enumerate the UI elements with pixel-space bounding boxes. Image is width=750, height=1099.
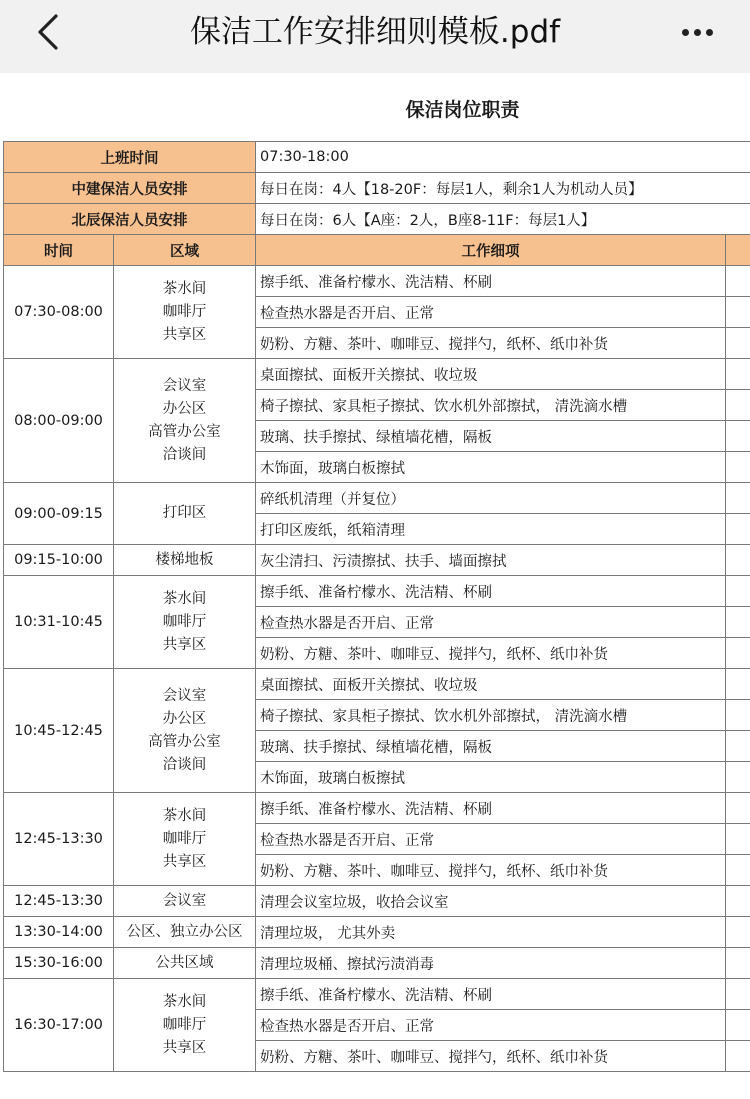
extra-cell — [726, 793, 750, 824]
area-cell — [114, 483, 256, 545]
extra-cell — [726, 979, 750, 1010]
extra-cell — [726, 669, 750, 700]
more-button[interactable] — [672, 12, 722, 52]
extra-cell — [726, 359, 750, 390]
table-row — [4, 917, 750, 948]
header-row — [4, 235, 750, 266]
task-cell: 桌面擦拭、面板开关擦拭、收垃圾 — [256, 359, 726, 390]
extra-cell — [726, 762, 750, 793]
area-line: 会议室 — [162, 687, 207, 704]
info-row — [4, 142, 750, 173]
extra-cell — [726, 452, 750, 483]
extra-cell — [726, 700, 750, 731]
extra-cell — [726, 917, 750, 948]
document-title: 保洁工作安排细则模板.pdf — [189, 14, 561, 50]
extra-cell — [726, 483, 750, 514]
area-cell — [114, 669, 256, 793]
info-row — [4, 173, 750, 204]
area-line: 咖啡厅 — [162, 303, 207, 320]
info-label: 中建保洁人员安排 — [4, 173, 256, 204]
chevron-left-icon — [36, 13, 60, 51]
task-cell: 清理垃圾桶、擦拭污渍消毒 — [256, 948, 726, 979]
area-cell — [114, 793, 256, 886]
area-line: 茶水间 — [162, 280, 207, 297]
table-row — [4, 793, 750, 824]
area-cell — [114, 886, 256, 917]
task-cell: 奶粉、方糖、茶叶、咖啡豆、搅拌勺，纸杯、纸巾补货 — [256, 328, 726, 359]
time-cell: 15:30-16:00 — [4, 948, 114, 979]
task-cell: 检查热水器是否开启、正常 — [256, 297, 726, 328]
area-line: 高管办公室 — [148, 733, 221, 750]
area-line: 咖啡厅 — [162, 613, 207, 630]
task-cell: 擦手纸、准备柠檬水、洗洁精、杯刷 — [256, 793, 726, 824]
area-line: 公区、独立办公区 — [126, 923, 243, 940]
area-cell — [114, 545, 256, 576]
table-row — [4, 266, 750, 297]
info-value: 每日在岗：4人【18-20F：每层1人，剩余1人为机动人员】 — [256, 173, 750, 204]
task-cell: 玻璃、扶手擦拭、绿植墙花槽，隔板 — [256, 421, 726, 452]
task-cell: 奶粉、方糖、茶叶、咖啡豆、搅拌勺，纸杯、纸巾补货 — [256, 855, 726, 886]
task-cell: 擦手纸、准备柠檬水、洗洁精、杯刷 — [256, 266, 726, 297]
task-cell: 清理垃圾， 尤其外卖 — [256, 917, 726, 948]
task-cell: 擦手纸、准备柠檬水、洗洁精、杯刷 — [256, 576, 726, 607]
area-line: 办公区 — [162, 710, 207, 727]
time-cell: 08:00-09:00 — [4, 359, 114, 483]
area-line: 茶水间 — [162, 807, 207, 824]
extra-cell — [726, 1010, 750, 1041]
task-cell: 擦手纸、准备柠檬水、洗洁精、杯刷 — [256, 979, 726, 1010]
area-line: 共享区 — [162, 636, 207, 653]
more-horizontal-icon — [706, 29, 713, 36]
info-value: 每日在岗：6人【A座：2人，B座8-11F：每层1人】 — [256, 204, 750, 235]
task-cell: 玻璃、扶手擦拭、绿植墙花槽，隔板 — [256, 731, 726, 762]
area-line: 共享区 — [162, 326, 207, 343]
back-button[interactable] — [28, 10, 68, 54]
more-horizontal-icon — [682, 29, 689, 36]
top-bar — [0, 0, 750, 73]
task-cell: 木饰面，玻璃白板擦拭 — [256, 452, 726, 483]
info-label: 上班时间 — [4, 142, 256, 173]
table-row — [4, 545, 750, 576]
task-cell: 木饰面，玻璃白板擦拭 — [256, 762, 726, 793]
time-cell: 10:45-12:45 — [4, 669, 114, 793]
area-line: 会议室 — [162, 892, 207, 909]
time-cell: 09:15-10:00 — [4, 545, 114, 576]
table-row — [4, 948, 750, 979]
sheet-title: 保洁岗位职责 — [405, 99, 520, 121]
task-cell: 碎纸机清理（并复位） — [256, 483, 726, 514]
extra-cell — [726, 545, 750, 576]
extra-cell — [726, 514, 750, 545]
table-row — [4, 576, 750, 607]
column-header-extra — [726, 235, 750, 266]
extra-cell — [726, 1041, 750, 1072]
task-cell: 奶粉、方糖、茶叶、咖啡豆、搅拌勺，纸杯、纸巾补货 — [256, 638, 726, 669]
area-line: 高管办公室 — [148, 423, 221, 440]
area-cell — [114, 359, 256, 483]
task-cell: 灰尘清扫、污渍擦拭、扶手、墙面擦拭 — [256, 545, 726, 576]
extra-cell — [726, 731, 750, 762]
extra-cell — [726, 638, 750, 669]
extra-cell — [726, 328, 750, 359]
area-line: 共享区 — [162, 853, 207, 870]
task-cell: 椅子擦拭、家具柜子擦拭、饮水机外部擦拭， 清洗滴水槽 — [256, 700, 726, 731]
extra-cell — [726, 607, 750, 638]
extra-cell — [726, 390, 750, 421]
info-row — [4, 204, 750, 235]
extra-cell — [726, 886, 750, 917]
extra-cell — [726, 266, 750, 297]
area-cell — [114, 979, 256, 1072]
info-value: 07:30-18:00 — [256, 142, 750, 173]
time-cell: 13:30-14:00 — [4, 917, 114, 948]
area-line: 茶水间 — [162, 993, 207, 1010]
extra-cell — [726, 576, 750, 607]
task-cell: 清理会议室垃圾，收拾会议室 — [256, 886, 726, 917]
extra-cell — [726, 855, 750, 886]
area-line: 咖啡厅 — [162, 1016, 207, 1033]
task-cell: 椅子擦拭、家具柜子擦拭、饮水机外部擦拭， 清洗滴水槽 — [256, 390, 726, 421]
time-cell: 10:31-10:45 — [4, 576, 114, 669]
column-header: 区域 — [114, 235, 256, 266]
more-horizontal-icon — [694, 29, 701, 36]
task-cell: 打印区废纸，纸箱清理 — [256, 514, 726, 545]
schedule-table — [3, 141, 750, 1072]
area-line: 公共区域 — [155, 954, 214, 971]
column-header: 工作细项 — [256, 235, 726, 266]
extra-cell — [726, 421, 750, 452]
area-line: 办公区 — [162, 400, 207, 417]
area-line: 共享区 — [162, 1039, 207, 1056]
table-row — [4, 979, 750, 1010]
area-cell — [114, 917, 256, 948]
task-cell: 检查热水器是否开启、正常 — [256, 1010, 726, 1041]
task-cell: 奶粉、方糖、茶叶、咖啡豆、搅拌勺，纸杯、纸巾补货 — [256, 1041, 726, 1072]
area-cell — [114, 266, 256, 359]
area-cell — [114, 576, 256, 669]
task-cell: 检查热水器是否开启、正常 — [256, 607, 726, 638]
info-label: 北辰保洁人员安排 — [4, 204, 256, 235]
area-line: 洽谈间 — [162, 756, 207, 773]
extra-cell — [726, 948, 750, 979]
pdf-page[interactable] — [0, 73, 750, 1099]
table-row — [4, 359, 750, 390]
area-line: 咖啡厅 — [162, 830, 207, 847]
time-cell: 12:45-13:30 — [4, 886, 114, 917]
area-cell — [114, 948, 256, 979]
table-row — [4, 483, 750, 514]
area-line: 洽谈间 — [162, 446, 207, 463]
extra-cell — [726, 297, 750, 328]
time-cell: 12:45-13:30 — [4, 793, 114, 886]
area-line: 打印区 — [162, 505, 207, 521]
table-row — [4, 886, 750, 917]
extra-cell — [726, 824, 750, 855]
column-header: 时间 — [4, 235, 114, 266]
task-cell: 检查热水器是否开启、正常 — [256, 824, 726, 855]
time-cell: 16:30-17:00 — [4, 979, 114, 1072]
time-cell: 09:00-09:15 — [4, 483, 114, 545]
area-line: 楼梯地板 — [155, 551, 214, 568]
area-line: 会议室 — [162, 377, 207, 394]
area-line: 茶水间 — [162, 590, 207, 607]
table-row — [4, 669, 750, 700]
time-cell: 07:30-08:00 — [4, 266, 114, 359]
task-cell: 桌面擦拭、面板开关擦拭、收垃圾 — [256, 669, 726, 700]
